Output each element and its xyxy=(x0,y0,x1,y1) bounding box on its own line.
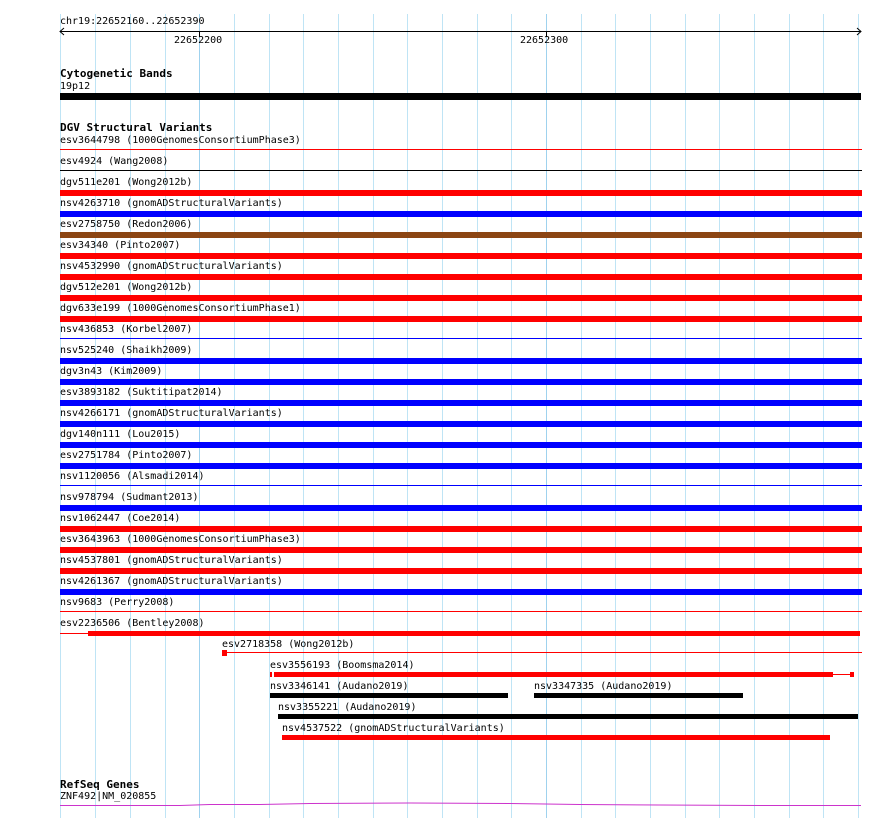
feature-label: esv2718358 (Wong2012b) xyxy=(222,639,355,650)
feature-line xyxy=(60,633,88,634)
variant-label: nsv4266171 (gnomADStructuralVariants) xyxy=(60,408,283,419)
variant-feature[interactable] xyxy=(60,611,862,612)
variant-feature[interactable] xyxy=(88,631,860,636)
variant-label: nsv978794 (Sudmant2013) xyxy=(60,492,199,503)
variant-label: nsv436853 (Korbel2007) xyxy=(60,324,193,335)
variant-feature[interactable] xyxy=(270,693,508,698)
gene-ZNF492[interactable] xyxy=(60,800,862,808)
variant-feature[interactable] xyxy=(60,170,862,171)
variant-feature[interactable] xyxy=(60,547,862,553)
variant-feature-end[interactable] xyxy=(850,672,854,677)
variant-label: esv3644798 (1000GenomesConsortiumPhase3) xyxy=(60,135,301,146)
variant-feature[interactable] xyxy=(60,232,862,238)
variant-feature[interactable] xyxy=(60,316,862,322)
variant-feature[interactable] xyxy=(60,190,862,196)
variant-feature[interactable] xyxy=(60,463,862,469)
variant-label: dgv511e201 (Wong2012b) xyxy=(60,177,193,188)
band-label: 19p12 xyxy=(60,81,91,92)
variant-label: nsv1120056 (Alsmadi2014) xyxy=(60,471,205,482)
variant-feature[interactable] xyxy=(60,421,862,427)
variant-feature[interactable] xyxy=(60,589,862,595)
variant-label: nsv4263710 (gnomADStructuralVariants) xyxy=(60,198,283,209)
feature-line xyxy=(222,652,862,653)
variant-feature[interactable] xyxy=(60,211,862,217)
variant-feature[interactable] xyxy=(282,735,830,740)
variant-label: nsv9683 (Perry2008) xyxy=(60,597,175,608)
variant-label: nsv4261367 (gnomADStructuralVariants) xyxy=(60,576,283,587)
variant-label: esv34340 (Pinto2007) xyxy=(60,240,181,251)
feature-gap xyxy=(272,672,274,677)
variant-feature[interactable] xyxy=(60,442,862,448)
variant-label: dgv140n111 (Lou2015) xyxy=(60,429,181,440)
variant-label: esv2758750 (Redon2006) xyxy=(60,219,193,230)
variant-label: esv2751784 (Pinto2007) xyxy=(60,450,193,461)
variant-feature[interactable] xyxy=(278,714,858,719)
variant-label: nsv525240 (Shaikh2009) xyxy=(60,345,193,356)
variant-feature[interactable] xyxy=(60,400,862,406)
variant-label: nsv4532990 (gnomADStructuralVariants) xyxy=(60,261,283,272)
track-title: DGV Structural Variants xyxy=(60,121,213,134)
variant-label: esv3893182 (Suktitipat2014) xyxy=(60,387,223,398)
variant-feature[interactable] xyxy=(60,568,862,574)
region-label: chr19:22652160..22652390 xyxy=(60,16,205,27)
variant-feature[interactable] xyxy=(60,149,862,150)
variant-feature[interactable] xyxy=(60,295,862,301)
tick-label-1: 22652200 xyxy=(174,35,223,46)
variant-label: nsv1062447 (Coe2014) xyxy=(60,513,181,524)
feature-label: nsv3347335 (Audano2019) xyxy=(534,681,673,692)
feature-label: nsv3355221 (Audano2019) xyxy=(278,702,417,713)
feature-line xyxy=(833,674,850,675)
tick-label-2: 22652300 xyxy=(520,35,569,46)
variant-feature[interactable] xyxy=(222,650,227,656)
variant-feature[interactable] xyxy=(60,526,862,532)
variant-label: nsv4537801 (gnomADStructuralVariants) xyxy=(60,555,283,566)
variant-label: dgv512e201 (Wong2012b) xyxy=(60,282,193,293)
variant-feature[interactable] xyxy=(60,505,862,511)
feature-label: esv3556193 (Boomsma2014) xyxy=(270,660,415,671)
variant-label: esv3643963 (1000GenomesConsortiumPhase3) xyxy=(60,534,301,545)
variant-feature[interactable] xyxy=(60,253,862,259)
feature-label: nsv4537522 (gnomADStructuralVariants) xyxy=(282,723,505,734)
variant-feature[interactable] xyxy=(60,274,862,280)
variant-label: dgv3n43 (Kim2009) xyxy=(60,366,163,377)
variant-feature[interactable] xyxy=(270,672,833,677)
variant-feature[interactable] xyxy=(60,379,862,385)
variant-feature[interactable] xyxy=(60,358,862,364)
variant-label: esv2236506 (Bentley2008) xyxy=(60,618,205,629)
band-19p12[interactable] xyxy=(60,93,861,100)
track-title: RefSeq Genes xyxy=(60,778,140,791)
track-title: Cytogenetic Bands xyxy=(60,67,173,80)
variant-label: dgv633e199 (1000GenomesConsortiumPhase1) xyxy=(60,303,301,314)
variant-feature[interactable] xyxy=(60,338,862,339)
variant-feature[interactable] xyxy=(534,693,743,698)
variant-feature[interactable] xyxy=(60,485,862,486)
variant-label: esv4924 (Wang2008) xyxy=(60,156,169,167)
feature-label: nsv3346141 (Audano2019) xyxy=(270,681,409,692)
gene-label: ZNF492|NM_020855 xyxy=(60,791,157,802)
